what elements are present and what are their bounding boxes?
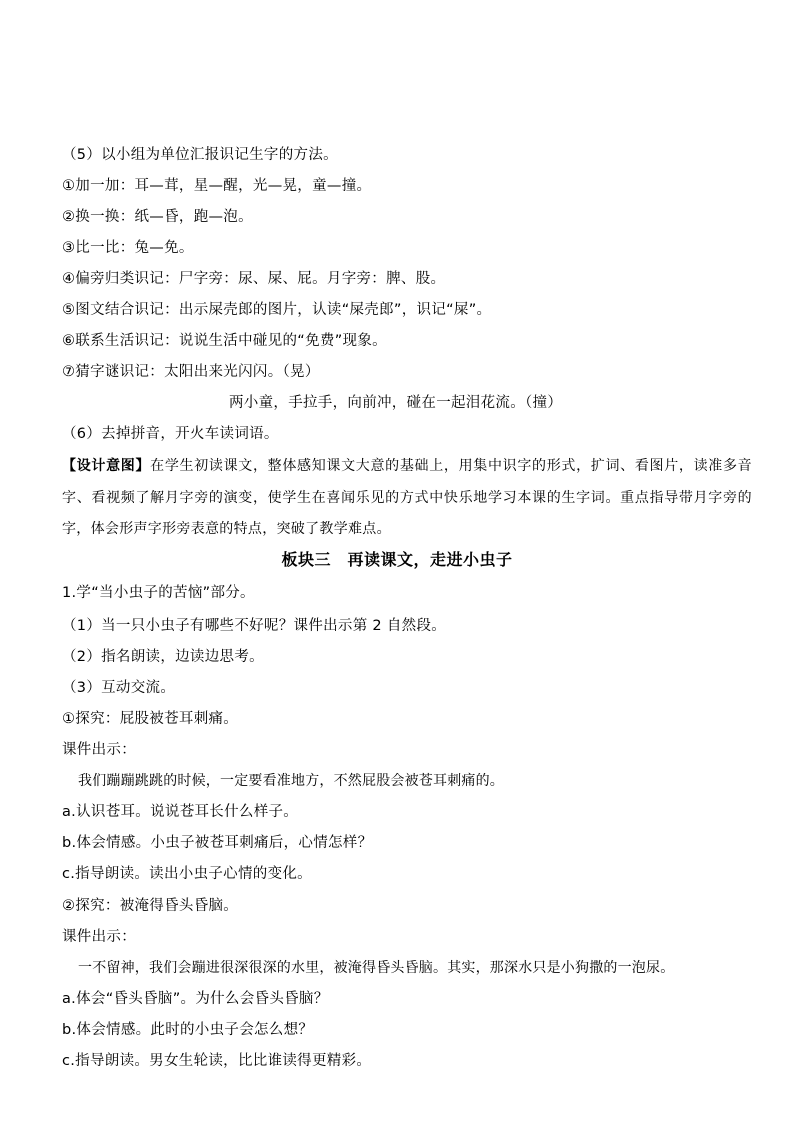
design-intent-paragraph [62, 451, 752, 546]
block3-p11: 课件出示： [62, 929, 136, 945]
block3-p4: （3）互动交流。 [62, 680, 176, 696]
method-add: ①加一加：耳—茸，星—醒，光—晃，童—撞。 [62, 178, 372, 194]
method-swap: ②换一换：纸—昏，跑—泡。 [62, 209, 253, 225]
block3-heading: 板块三 再读课文，走进小虫子 [281, 550, 513, 569]
method-compare: ③比一比：兔—免。 [62, 240, 194, 256]
method-radical: ④偏旁归类识记：尸字旁：尿、屎、屁。月字旁：脾、股。 [62, 271, 446, 287]
block3-p13: b.体会情感。此时的小虫子会怎么想？ [62, 1022, 314, 1038]
design-intent-tag: 【设计意图】 [62, 458, 151, 474]
block3-p10: ②探究：被淹得昏头昏脑。 [62, 898, 239, 914]
method-riddle-2: 两小童，手拉手，向前冲，碰在一起泪花流。（撞） [229, 395, 563, 411]
section5-title: （5）以小组为单位汇报识记生字的方法。 [62, 147, 338, 163]
block3-p8: b.体会情感。小虫子被苍耳刺痛后，心情怎样？ [62, 835, 373, 851]
block3-p14: c.指导朗读。男女生轮读，比比谁读得更精彩。 [62, 1053, 372, 1069]
design-intent-text: 在学生初读课文，整体感知课文大意的基础上，用集中识字的形式，扩词、看图片，读准多音字、看视频了解月字旁的演变，使学生在喜闻乐见的方式中快乐地学习本课的生字词。重点指导带月字旁的字，体会形声字形旁表意的特点，突破了教学难点。 [62, 458, 752, 537]
block3-p3: （2）指名朗读，边读边思考。 [62, 649, 264, 665]
courseware-quote-2: 一不留神，我们会蹦进很深很深的水里，被淹得昏头昏脑。其实，那深水只是小狗撒的一泡尿。 [78, 960, 675, 976]
block3-p1: 1.学“当小虫子的苦恼”部分。 [62, 585, 255, 601]
block3-p5: ①探究：屁股被苍耳刺痛。 [62, 711, 239, 727]
block3-p6: 课件出示： [62, 742, 136, 758]
block3-p9: c.指导朗读。读出小虫子心情的变化。 [62, 866, 312, 882]
section6-title: （6）去掉拼音，开火车读词语。 [62, 426, 279, 442]
method-riddle: ⑦猜字谜识记：太阳出来光闪闪。（晃） [62, 364, 320, 380]
block3-p12: a.体会“昏头昏脑”。为什么会昏头昏脑？ [62, 991, 329, 1007]
courseware-quote-1: 我们蹦蹦跳跳的时候，一定要看准地方，不然屁股会被苍耳刺痛的。 [78, 773, 504, 789]
method-life: ⑥联系生活识记：说说生活中碰见的“免费”现象。 [62, 333, 387, 349]
block3-p7: a.认识苍耳。说说苍耳长什么样子。 [62, 804, 299, 820]
method-picture: ⑤图文结合识记：出示屎壳郎的图片，认读“屎壳郎”，识记“屎”。 [62, 302, 492, 318]
block3-p2: （1）当一只小虫子有哪些不好呢？课件出示第 2 自然段。 [62, 618, 447, 634]
